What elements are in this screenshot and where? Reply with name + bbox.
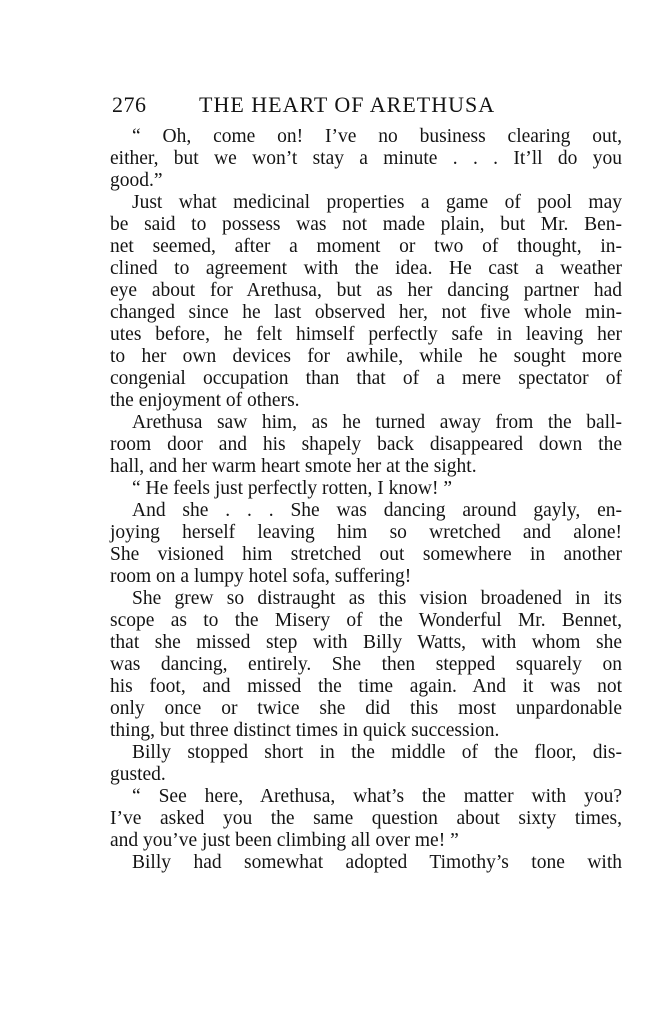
text-line: his foot, and missed the time again. And it was not <box>110 676 622 697</box>
text-line: good.” <box>110 170 163 191</box>
text-line: hall, and her warm heart smote her at the sight. <box>110 456 477 477</box>
text-line: She visioned him stretched out somewhere in another <box>110 544 622 565</box>
text-line: And she . . . She was dancing around gayly, en- <box>132 500 622 521</box>
text-line: that she missed step with Billy Watts, with whom she <box>110 632 622 653</box>
text-line: room door and his shapely back disappeared down the <box>110 434 622 455</box>
text-line: only once or twice she did this most unpardonable <box>110 698 622 719</box>
text-line: was dancing, entirely. She then stepped squarely on <box>110 654 622 675</box>
text-line: thing, but three distinct times in quick succession. <box>110 720 500 741</box>
running-head <box>112 90 542 120</box>
text-line: Billy stopped short in the middle of the floor, dis- <box>132 742 622 763</box>
text-line: joying herself leaving him so wretched and alone! <box>110 522 622 543</box>
text-line: Billy had somewhat adopted Timothy’s tone with <box>132 852 622 873</box>
text-line: utes before, he felt himself perfectly safe in leaving her <box>110 324 622 345</box>
text-line: net seemed, after a moment or two of thought, in- <box>110 236 622 257</box>
page-number: 276 <box>112 92 147 117</box>
text-line: “ Oh, come on! I’ve no business clearing out, <box>132 126 622 147</box>
text-line: scope as to the Misery of the Wonderful Mr. Bennet, <box>110 610 622 631</box>
text-line: changed since he last observed her, not five whole min- <box>110 302 622 323</box>
book-title: THE HEART OF ARETHUSA <box>199 92 496 117</box>
text-line: congenial occupation than that of a mere spectator of <box>110 368 622 389</box>
text-line: to her own devices for awhile, while he sought more <box>110 346 622 367</box>
text-line: “ He feels just perfectly rotten, I know! ” <box>132 478 452 499</box>
text-line: Arethusa saw him, as he turned away from the ball- <box>132 412 622 433</box>
text-line: gusted. <box>110 764 166 785</box>
text-line: the enjoyment of others. <box>110 390 300 411</box>
text-line: She grew so distraught as this vision broadened in its <box>132 588 622 609</box>
text-line: room on a lumpy hotel sofa, suffering! <box>110 566 412 587</box>
text-line: and you’ve just been climbing all over me! ” <box>110 830 459 851</box>
text-line: either, but we won’t stay a minute . . . It’ll do you <box>110 148 622 169</box>
body-text <box>110 126 622 874</box>
text-line: eye about for Arethusa, but as her dancing partner had <box>110 280 622 301</box>
text-line: Just what medicinal properties a game of pool may <box>132 192 622 213</box>
text-line: I’ve asked you the same question about sixty times, <box>110 808 622 829</box>
text-line: clined to agreement with the idea. He cast a weather <box>110 258 622 279</box>
text-line: be said to possess was not made plain, but Mr. Ben- <box>110 214 622 235</box>
text-line: “ See here, Arethusa, what’s the matter with you? <box>132 786 622 807</box>
